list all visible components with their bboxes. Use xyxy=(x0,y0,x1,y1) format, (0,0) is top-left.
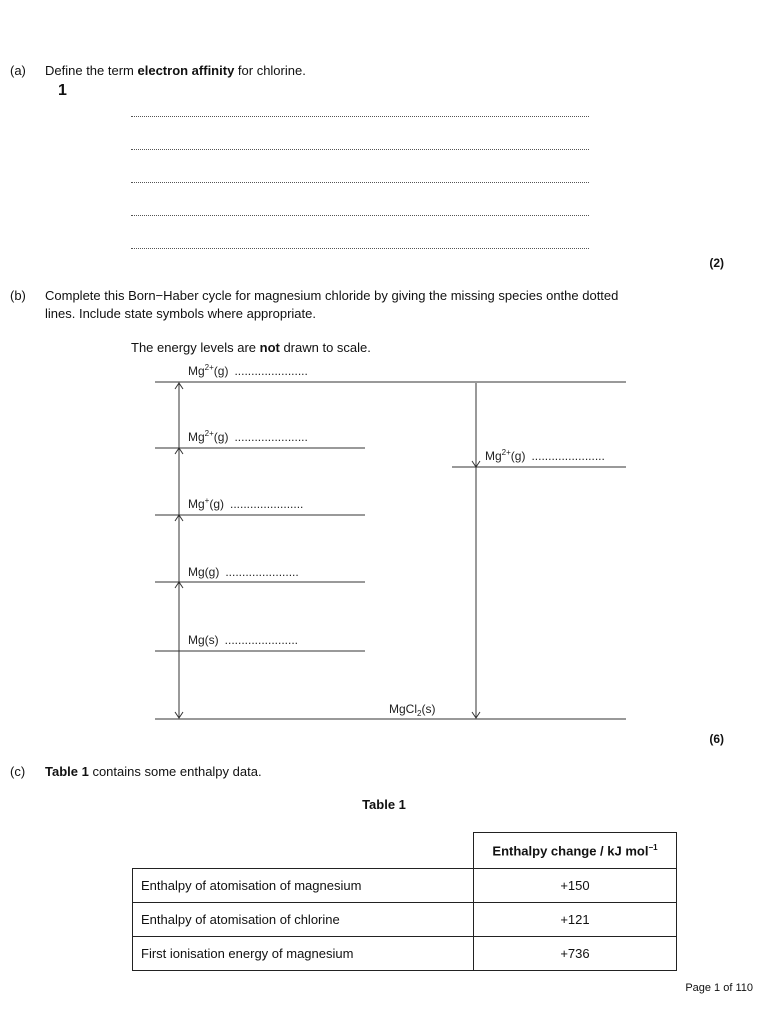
scale-note-text: The energy levels are xyxy=(131,340,260,355)
table-cell-value: +736 xyxy=(474,937,677,971)
table-cell-value: +150 xyxy=(474,869,677,903)
table-header-empty xyxy=(133,833,474,869)
part-a-text: Define the term xyxy=(45,63,138,78)
level-label-right: $Mg^{2+}(g)$ ...................... xyxy=(485,448,605,463)
enthalpy-table xyxy=(132,832,677,971)
part-c-question xyxy=(45,763,262,781)
level-label-2: $Mg^{2+}(g)$ ...................... xyxy=(188,429,308,444)
level-label-4: Mg(g) ...................... xyxy=(188,565,299,579)
part-b-marks: (6) xyxy=(709,732,724,746)
part-b-text-line2: lines. Include state symbols where appropriate. xyxy=(45,306,316,321)
part-a-term: electron affinity xyxy=(137,63,235,78)
table-header-text: Enthalpy change / kJ mol xyxy=(492,843,649,859)
table-cell-name: Enthalpy of atomisation of magnesium xyxy=(133,869,474,903)
table-row xyxy=(133,937,677,971)
scale-note-text-end: drawn to scale. xyxy=(279,340,371,355)
table-header-sup: −1 xyxy=(648,842,658,852)
table-header-enthalpy xyxy=(474,833,677,869)
question-number: 1 xyxy=(58,82,67,99)
table-title: Table 1 xyxy=(362,797,406,812)
table-cell-name: Enthalpy of atomisation of chlorine xyxy=(133,903,474,937)
part-a-text-end: for chlorine. xyxy=(234,63,306,78)
part-b-text-line1: Complete this Born−Haber cycle for magnesium chloride by giving the missing species onthe dotted xyxy=(45,288,619,303)
level-label-5: Mg(s) ...................... xyxy=(188,633,299,647)
part-c-table-ref: Table 1 xyxy=(45,764,89,779)
level-label-top: $Mg^{2+}(g)$ ...................... xyxy=(188,363,308,378)
table-cell-value: +121 xyxy=(474,903,677,937)
part-a-label: (a) xyxy=(10,63,26,78)
level-label-bottom: MgCl$_2$(s) xyxy=(389,702,436,718)
level-label-3: Mg+(g) ...................... xyxy=(188,496,304,511)
part-a-marks: (2) xyxy=(709,256,724,270)
table-header-row xyxy=(133,833,677,869)
part-c-text: contains some enthalpy data. xyxy=(88,764,262,779)
table-cell-name: First ionisation energy of magnesium xyxy=(133,937,474,971)
part-b-label: (b) xyxy=(10,288,26,303)
scale-note-bold: not xyxy=(259,340,280,355)
part-c-label: (c) xyxy=(10,764,26,779)
table-row xyxy=(133,903,677,937)
page-number: Page 1 of 110 xyxy=(685,982,753,994)
table-row xyxy=(133,869,677,903)
